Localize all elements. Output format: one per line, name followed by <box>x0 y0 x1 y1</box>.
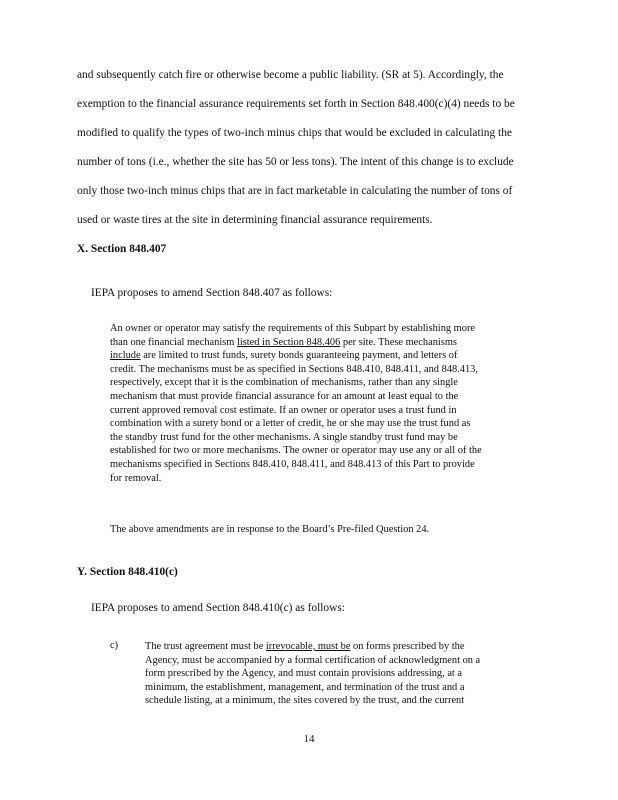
section-y-intro: IEPA proposes to amend Section 848.410(c) as follows: <box>91 602 345 614</box>
paragraph-line: used or waste tires at the site in determining financial assurance requirements. <box>77 214 433 226</box>
section-y-heading: Y. Section 848.410(c) <box>77 566 178 578</box>
quote-line: An owner or operator may satisfy the requirements of this Subpart by establishing more <box>110 323 476 334</box>
item-line: Agency, must be accompanied by a formal certification of acknowledgment on a <box>145 654 481 666</box>
section-x-response-note: The above amendments are in response to the Board’s Pre-filed Question 24. <box>110 524 430 535</box>
paragraph-line: exemption to the financial assurance requirements set forth in Section 848.400(c)(4) needs to be <box>77 98 515 110</box>
quote-line: mechanisms specified in Sections 848.410, 848.411, and 848.413 of this Part to provide <box>110 458 475 470</box>
paragraph-line: only those two-inch minus chips that are in fact marketable in calculating the number of tons of <box>77 185 513 197</box>
paragraph-line: number of tons (i.e., whether the site has 50 or less tons). The intent of this change is to exclude <box>77 156 514 168</box>
quote-line: credit. The mechanisms must be as specified in Sections 848.410, 848.411, and 848.413, <box>110 363 478 375</box>
item-text: on forms prescribed by the <box>350 641 465 652</box>
quote-text: per site. These mechanisms <box>340 336 457 348</box>
item-line: form prescribed by the Agency, and must contain provisions addressing, at a <box>145 668 463 680</box>
page-number: 14 <box>303 733 315 745</box>
item-line: minimum, the establishment, management, and termination of the trust and a <box>145 681 465 693</box>
quote-line: mechanism that must provide financial assurance for an amount at least equal to the <box>110 390 459 402</box>
section-848-407-amended-text <box>110 322 540 485</box>
quote-line: current approved removal cost estimate. If an owner or operator uses a trust fund in <box>110 404 457 416</box>
quote-line: established for two or more mechanisms. The owner or operator may use any or all of the <box>110 445 482 457</box>
paragraph-financial-assurance-exemption <box>77 68 539 242</box>
section-x-intro: IEPA proposes to amend Section 848.407 as follows: <box>91 287 333 299</box>
inserted-text: include <box>110 350 141 362</box>
item-line: schedule listing, at a minimum, the sites covered by the trust, and the current <box>145 695 465 707</box>
quote-line: for removal. <box>110 472 162 484</box>
quote-line <box>110 336 540 350</box>
quote-line: combination with a surety bond or a letter of credit, he or she may use the trust fund as <box>110 418 471 430</box>
paragraph-line: and subsequently catch fire or otherwise become a public liability. (SR at 5). Accordingly, the <box>77 69 504 81</box>
item-line <box>145 640 541 654</box>
section-848-410c-amended-text <box>145 640 541 708</box>
paragraph-line: modified to qualify the types of two-inch minus chips that would be excluded in calculating the <box>77 127 512 139</box>
quote-line: the standby trust fund for the other mechanisms. A single standby trust fund may be <box>110 431 458 443</box>
inserted-text: irrevocable, must be <box>265 641 351 652</box>
inserted-text: listed in Section 848.406 <box>236 336 341 348</box>
quote-line <box>110 349 540 363</box>
item-text: The trust agreement must be <box>145 641 266 652</box>
quote-line: respectively, except that it is the combination of mechanisms, rather than any single <box>110 377 458 389</box>
item-c-label: c) <box>110 640 119 651</box>
section-x-heading: X. Section 848.407 <box>77 243 167 255</box>
quote-text: than one financial mechanism <box>110 336 237 348</box>
quote-text: are limited to trust funds, surety bonds guaranteeing payment, and letters of <box>140 350 458 362</box>
